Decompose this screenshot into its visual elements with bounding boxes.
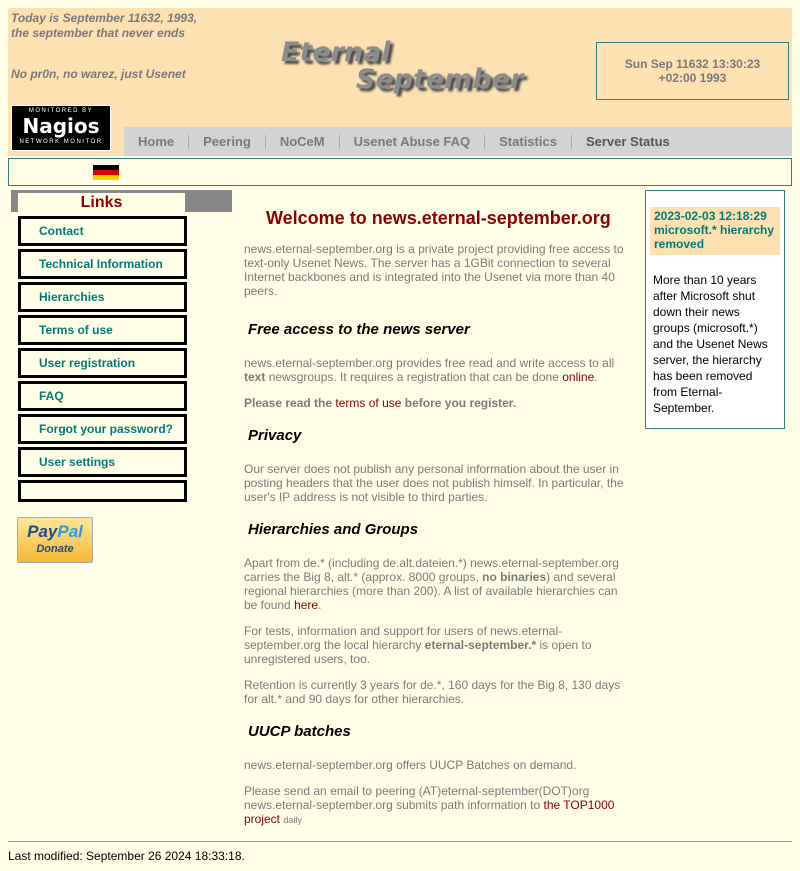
main-nav — [124, 127, 792, 156]
links-title: Links — [18, 193, 185, 212]
nav-server-status[interactable]: Server Status — [585, 133, 670, 149]
links-header — [11, 190, 232, 212]
free-text-end: . — [594, 370, 598, 384]
free-access-paragraph — [244, 356, 628, 384]
nagios-badge[interactable] — [11, 105, 111, 151]
nav-nocem[interactable]: NoCeM — [266, 135, 340, 149]
hier-text-end: . — [318, 598, 322, 612]
tests-paragraph — [244, 624, 628, 666]
sidebar-item-forgot-password[interactable]: Forgot your password? — [18, 414, 187, 444]
news-body: More than 10 years after Microsoft shut down their news groups (microsoft.*) and the Usenet News server, the hierarchy has been removed from Eternal-September. — [653, 273, 768, 415]
intro-paragraph: news.eternal-september.org is a private project providing free access to text-only Usenet News. The server has a 1GBit connection to several Internet backbones and is integrated into the Usenet via more than 40 peers. — [244, 242, 624, 298]
paypal-pay-text: Pay — [27, 522, 58, 541]
paypal-donate-text: Donate — [36, 543, 74, 555]
hier-text-bold: no binaries — [482, 570, 547, 584]
paypal-donate-button[interactable] — [17, 517, 93, 563]
sidebar-item-empty — [18, 480, 187, 502]
nav-home[interactable]: Home — [124, 135, 189, 149]
online-link[interactable]: online — [562, 370, 595, 384]
sidebar-item-hierarchies[interactable]: Hierarchies — [18, 282, 187, 312]
tests-text-2: is open to unregistered users, too. — [244, 638, 592, 666]
page-title: Welcome to news.eternal-september.org — [266, 208, 611, 228]
heading-uucp: UUCP batches — [248, 723, 351, 740]
last-modified: Last modified: September 26 2024 18:33:18. — [8, 849, 245, 863]
peer-small-text: daily — [283, 815, 302, 825]
tagline-date: Today is September 11632, 1993, the september that never ends — [11, 11, 198, 40]
hierarchies-paragraph — [244, 556, 628, 612]
heading-free-access: Free access to the news server — [248, 321, 470, 338]
site-header — [8, 8, 792, 156]
sidebar-item-user-settings[interactable]: User settings — [18, 447, 187, 477]
sidebar-item-user-registration[interactable]: User registration — [18, 348, 187, 378]
logo-september: September — [356, 64, 524, 95]
nav-statistics[interactable]: Statistics — [485, 135, 572, 149]
main-content — [244, 205, 628, 827]
news-headline: 2023-02-03 12:18:29 microsoft.* hierarchy removed — [650, 207, 780, 255]
uucp-paragraph: news.eternal-september.org offers UUCP Batches on demand. — [244, 758, 577, 772]
top1000-link[interactable]: the TOP1000 project — [244, 798, 615, 826]
tagline-slogan: No pr0n, no warez, just Usenet — [11, 67, 186, 81]
tests-text-1: For tests, information and support for users of news.eternal-september.org the local hierarchy — [244, 624, 563, 652]
server-datetime — [596, 42, 789, 100]
tests-text-bold: eternal-september.* — [424, 638, 537, 652]
sidebar-item-faq[interactable]: FAQ — [18, 381, 187, 411]
sidebar-item-terms-of-use[interactable]: Terms of use — [18, 315, 187, 345]
peering-paragraph — [244, 784, 628, 827]
heading-privacy: Privacy — [248, 427, 302, 444]
news-box — [645, 190, 785, 429]
language-bar — [8, 158, 792, 186]
paypal-pal-text: Pal — [57, 522, 83, 541]
datetime-text: Sun Sep 11632 13:30:23 +02:00 1993 — [624, 57, 761, 85]
terms-of-use-link[interactable]: terms of use — [335, 396, 402, 410]
sidebar-item-contact[interactable]: Contact — [18, 216, 187, 246]
peer-text-1: Please send an email to peering (AT)eternal-september(DOT)org news.eternal-september.org submits path information to — [244, 784, 590, 812]
nagios-logo-text: Nagios — [22, 114, 100, 138]
free-text-1: news.eternal-september.org provides free read and write access to all — [244, 356, 615, 370]
read-terms-paragraph — [244, 396, 628, 410]
nagios-bottom-text: NETWORK MONITOR — [19, 139, 103, 145]
heading-hierarchies: Hierarchies and Groups — [248, 521, 419, 538]
hier-text-2: ) and several regional hierarchies (more than 200). A list of available hierarchies can be found — [244, 570, 618, 612]
free-text-2: newsgroups. It requires a registration that can be done — [268, 370, 559, 384]
nagios-top-text: MONITORED BY — [28, 108, 94, 114]
hierarchies-here-link[interactable]: here — [294, 598, 319, 612]
logo-eternal: Eternal — [281, 37, 391, 68]
de-flag-icon[interactable] — [93, 165, 119, 180]
privacy-paragraph: Our server does not publish any personal information about the user in posting headers that the user does not publish himself. In particular, the user's IP address is not visible to third parties. — [244, 462, 624, 504]
footer-divider — [8, 841, 792, 842]
free-text-bold: text — [244, 370, 266, 384]
hier-text-1: Apart from de.* (including de.alt.dateien.*) news.eternal-september.org carries the Big 8, alt.* (approx. 8000 groups, — [244, 556, 619, 584]
retention-paragraph: Retention is currently 3 years for de.*, 160 days for the Big 8, 130 days for alt.* and 90 days for other hierarchies. — [244, 678, 621, 706]
read-text-1: Please read the — [244, 396, 333, 410]
nav-peering[interactable]: Peering — [189, 135, 266, 149]
nav-abuse-faq[interactable]: Usenet Abuse FAQ — [340, 135, 486, 149]
sidebar-item-technical-information[interactable]: Technical Information — [18, 249, 187, 279]
read-text-2: before you register. — [404, 396, 517, 410]
